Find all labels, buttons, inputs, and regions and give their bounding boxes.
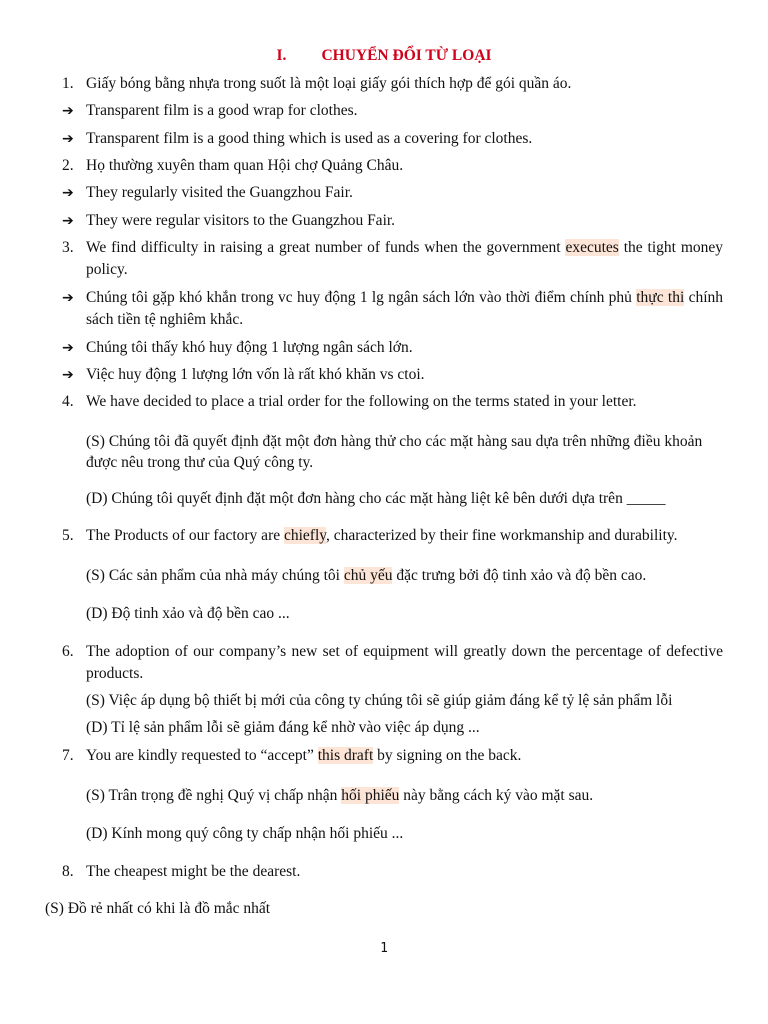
translation-d: (D) Kính mong quý công ty chấp nhận hối phiếu ... — [86, 825, 404, 842]
item-text: The Products of our factory are chiefly, characterized by their fine workmanship and durability. — [86, 527, 678, 544]
answer-line — [62, 287, 723, 331]
translation-s: (S) Chúng tôi đã quyết định đặt một đơn hàng thử cho các mặt hàng sau dựa trên những điều khoản được nêu trong thư của Quý công ty. — [86, 433, 703, 471]
answer-line — [62, 210, 723, 232]
item-number: 5. — [62, 527, 74, 544]
item-text: We find difficulty in raising a great number of funds when the government executes the tight money policy. — [86, 239, 723, 278]
answer-text: They regularly visited the Guangzhou Fair. — [86, 184, 353, 201]
item-3 — [62, 237, 723, 281]
answer-text: Việc huy động 1 lượng lớn vốn là rất khó khăn vs ctoi. — [86, 366, 425, 383]
answer-line — [62, 364, 723, 386]
highlight: thực thi — [636, 289, 685, 306]
item-text: The adoption of our company’s new set of equipment will greatly down the percentage of defective products. — [86, 643, 723, 682]
item-number: 1. — [62, 75, 74, 92]
item-2 — [62, 155, 723, 177]
arrow-icon: ➔ — [62, 213, 74, 229]
item-text: You are kindly requested to “accept” this draft by signing on the back. — [86, 747, 522, 764]
item-text: Giấy bóng bằng nhựa trong suốt là một loại giấy gói thích hợp để gói quần áo. — [86, 75, 572, 92]
answer-text: They were regular visitors to the Guangzhou Fair. — [86, 212, 396, 229]
answer-text: Transparent film is a good thing which is used as a covering for clothes. — [86, 130, 533, 147]
item-text: Họ thường xuyên tham quan Hội chợ Quảng Châu. — [86, 157, 404, 174]
highlight: chiefly — [283, 527, 327, 544]
answer-text: Transparent film is a good wrap for clothes. — [86, 102, 358, 119]
answer-text: Chúng tôi thấy khó huy động 1 lượng ngân sách lớn. — [86, 339, 413, 356]
highlight: this draft — [317, 747, 374, 764]
section-title — [0, 47, 768, 65]
highlight: hối phiếu — [341, 787, 400, 804]
answer-line — [62, 182, 723, 204]
answer-line — [62, 100, 723, 122]
arrow-icon: ➔ — [62, 340, 74, 356]
item-7 — [62, 745, 723, 767]
item-number: 7. — [62, 747, 74, 764]
answer-text: Chúng tôi gặp khó khắn trong vc huy động 1 lg ngân sách lớn vào thời điểm chính phủ thực thi chính sách tiền tệ nghiêm khắc. — [86, 289, 724, 328]
section-heading: CHUYỂN ĐỔI TỪ LOẠI — [321, 47, 492, 64]
arrow-icon: ➔ — [62, 185, 74, 201]
translation-s: (S) Đồ rẻ nhất có khi là đồ mắc nhất — [45, 900, 271, 917]
arrow-icon: ➔ — [62, 290, 74, 306]
answer-line — [62, 337, 723, 359]
item-text: The cheapest might be the dearest. — [86, 863, 301, 880]
translation-s: (S) Các sản phẩm của nhà máy chúng tôi chủ yếu đặc trưng bởi độ tinh xảo và độ bền cao. — [86, 567, 647, 584]
item-4 — [62, 391, 723, 413]
item-number: 6. — [62, 643, 74, 660]
section-number: I. — [276, 47, 287, 64]
highlight: chủ yếu — [343, 567, 393, 584]
translation-d: (D) Độ tinh xảo và độ bền cao ... — [86, 605, 290, 622]
translation-s: (S) Trân trọng đề nghị Quý vị chấp nhận hối phiếu này bằng cách ký vào mặt sau. — [86, 787, 594, 804]
highlight: executes — [565, 239, 619, 256]
arrow-icon: ➔ — [62, 131, 74, 147]
item-number: 4. — [62, 393, 74, 410]
item-8 — [62, 861, 723, 883]
item-1 — [62, 73, 723, 95]
translation-d: (D) Tỉ lệ sản phẩm lỗi sẽ giảm đáng kể nhờ vào việc áp dụng ... — [86, 719, 480, 736]
item-text: We have decided to place a trial order for the following on the terms stated in your letter. — [86, 393, 637, 410]
answer-line — [62, 128, 723, 150]
translation-s: (S) Việc áp dụng bộ thiết bị mới của công ty chúng tôi sẽ giúp giảm đáng kể tỷ lệ sản phẩm lỗi — [86, 692, 673, 709]
translation-d: (D) Chúng tôi quyết định đặt một đơn hàng cho các mặt hàng liệt kê bên dưới dựa trên _____ — [86, 490, 666, 507]
page-number: 1 — [380, 941, 388, 956]
arrow-icon: ➔ — [62, 103, 74, 119]
item-number: 3. — [62, 239, 74, 256]
item-number: 2. — [62, 157, 74, 174]
item-6 — [62, 641, 723, 685]
item-number: 8. — [62, 863, 74, 880]
arrow-icon: ➔ — [62, 367, 74, 383]
item-5 — [62, 525, 723, 547]
